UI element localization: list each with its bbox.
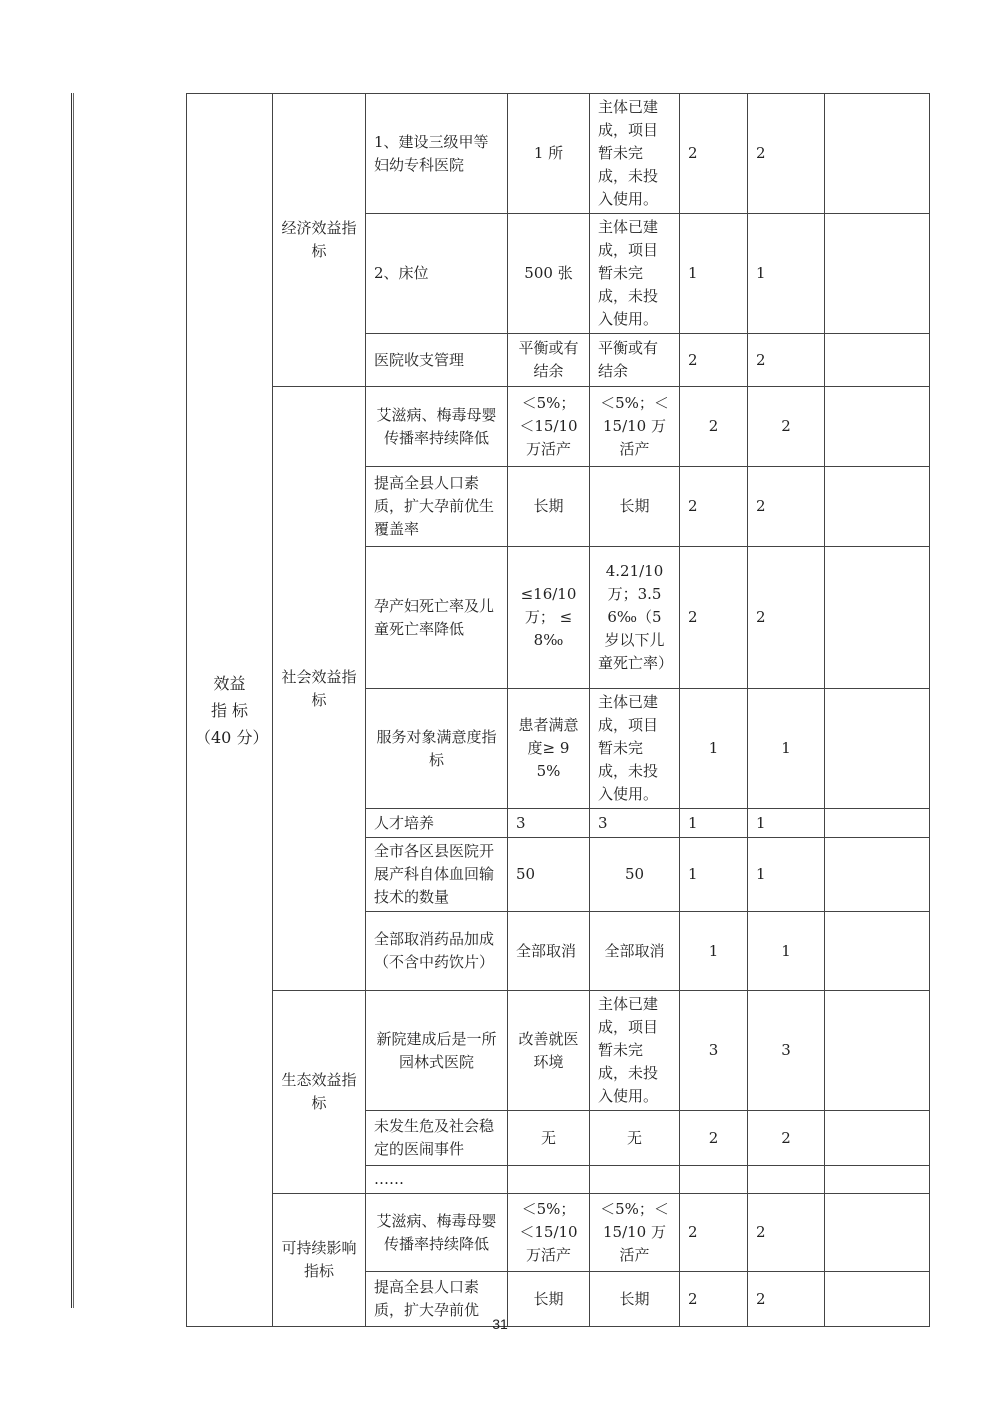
level1-indicator-cell: [187, 94, 273, 1327]
indicator-cell: 全市各区县医院开展产科自体血回输技术的数量: [366, 838, 508, 912]
score-cell: 1: [748, 214, 825, 334]
score-cell: 2: [748, 387, 825, 467]
indicator-cell: 服务对象满意度指标: [366, 689, 508, 809]
actual-value-cell: 长期: [590, 1272, 680, 1327]
actual-value-cell: 无: [590, 1111, 680, 1166]
score-cell: 2: [748, 94, 825, 214]
page-number: 31: [492, 1316, 508, 1332]
actual-value-cell: 长期: [590, 467, 680, 547]
target-value-cell: ＜5%；＜15/10 万活产: [508, 387, 590, 467]
level2-indicator-cell: 社会效益指标: [273, 387, 366, 991]
note-cell: [825, 991, 930, 1111]
indicator-cell: 1、建设三级甲等妇幼专科医院: [366, 94, 508, 214]
actual-value-cell: 主体已建成，项目暂未完成，未投入使用。: [590, 689, 680, 809]
target-value-cell: 长期: [508, 467, 590, 547]
target-value-cell: 长期: [508, 1272, 590, 1327]
indicator-cell: 医院收支管理: [366, 334, 508, 387]
weight-cell: 1: [680, 214, 748, 334]
actual-value-cell: 全部取消: [590, 912, 680, 991]
note-cell: [825, 334, 930, 387]
indicator-cell: 新院建成后是一所园林式医院: [366, 991, 508, 1111]
indicator-cell: 孕产妇死亡率及儿童死亡率降低: [366, 547, 508, 689]
note-cell: [825, 1111, 930, 1166]
actual-value-cell: [590, 1166, 680, 1194]
indicator-cell: 提高全县人口素质，扩大孕前优生覆盖率: [366, 467, 508, 547]
note-cell: [825, 94, 930, 214]
note-cell: [825, 1166, 930, 1194]
indicator-cell: 未发生危及社会稳定的医闹事件: [366, 1111, 508, 1166]
weight-cell: 2: [680, 1111, 748, 1166]
weight-cell: 1: [680, 689, 748, 809]
indicator-cell: 提高全县人口素质，扩大孕前优: [366, 1272, 508, 1327]
score-cell: 3: [748, 991, 825, 1111]
table-row: [187, 1194, 930, 1272]
target-value-cell: ＜5%；＜15/10 万活产: [508, 1194, 590, 1272]
table-row: [187, 94, 930, 214]
actual-value-cell: 3: [590, 809, 680, 838]
actual-value-cell: 主体已建成，项目暂未完成，未投入使用。: [590, 214, 680, 334]
actual-value-cell: 主体已建成，项目暂未完成，未投入使用。: [590, 94, 680, 214]
table-row: [187, 991, 930, 1111]
actual-value-cell: 主体已建成，项目暂未完成，未投入使用。: [590, 991, 680, 1111]
score-cell: 1: [748, 912, 825, 991]
target-value-cell: 改善就医环境: [508, 991, 590, 1111]
note-cell: [825, 387, 930, 467]
target-value-cell: 1 所: [508, 94, 590, 214]
indicator-cell: 艾滋病、梅毒母婴传播率持续降低: [366, 1194, 508, 1272]
weight-cell: 2: [680, 1194, 748, 1272]
weight-cell: 2: [680, 387, 748, 467]
target-value-cell: 平衡或有结余: [508, 334, 590, 387]
score-cell: 1: [748, 838, 825, 912]
level1-line: 效益: [213, 673, 246, 693]
target-value-cell: 全部取消: [508, 912, 590, 991]
target-value-cell: 无: [508, 1111, 590, 1166]
weight-cell: 2: [680, 334, 748, 387]
indicator-cell: 2、床位: [366, 214, 508, 334]
weight-cell: 2: [680, 1272, 748, 1327]
actual-value-cell: 4.21/10 万；3.56‰（5 岁以下儿童死亡率）: [590, 547, 680, 689]
target-value-cell: ≤16/10 万； ≤ 8‰: [508, 547, 590, 689]
indicator-cell: 艾滋病、梅毒母婴传播率持续降低: [366, 387, 508, 467]
weight-cell: 3: [680, 991, 748, 1111]
indicator-cell: 人才培养: [366, 809, 508, 838]
weight-cell: [680, 1166, 748, 1194]
level2-indicator-cell: 经济效益指标: [273, 94, 366, 387]
target-value-cell: 50: [508, 838, 590, 912]
score-cell: 2: [748, 1194, 825, 1272]
target-value-cell: 患者满意度≥ 95%: [508, 689, 590, 809]
score-cell: 2: [748, 547, 825, 689]
left-border-line: [71, 93, 72, 1308]
weight-cell: 2: [680, 94, 748, 214]
note-cell: [825, 689, 930, 809]
score-cell: 2: [748, 1272, 825, 1327]
note-cell: [825, 838, 930, 912]
level2-indicator-cell: 生态效益指标: [273, 991, 366, 1194]
target-value-cell: [508, 1166, 590, 1194]
target-value-cell: 500 张: [508, 214, 590, 334]
score-cell: 2: [748, 1111, 825, 1166]
weight-cell: 2: [680, 467, 748, 547]
weight-cell: 1: [680, 809, 748, 838]
weight-cell: 1: [680, 912, 748, 991]
score-cell: 1: [748, 689, 825, 809]
table-row: [187, 387, 930, 467]
actual-value-cell: 平衡或有结余: [590, 334, 680, 387]
actual-value-cell: ＜5%；＜ 15/10 万活产: [590, 387, 680, 467]
score-cell: [748, 1166, 825, 1194]
note-cell: [825, 912, 930, 991]
level1-line: 指 标: [210, 700, 249, 720]
blank-left-column: [73, 93, 186, 1308]
note-cell: [825, 547, 930, 689]
level2-indicator-cell: 可持续影响指标: [273, 1194, 366, 1327]
note-cell: [825, 214, 930, 334]
weight-cell: 2: [680, 547, 748, 689]
level1-line: （40 分）: [195, 727, 269, 747]
note-cell: [825, 809, 930, 838]
note-cell: [825, 1194, 930, 1272]
note-cell: [825, 467, 930, 547]
score-cell: 2: [748, 467, 825, 547]
performance-indicator-table: [186, 93, 930, 1327]
target-value-cell: 3: [508, 809, 590, 838]
actual-value-cell: ＜5%；＜ 15/10 万活产: [590, 1194, 680, 1272]
indicator-cell: 全部取消药品加成（不含中药饮片）: [366, 912, 508, 991]
weight-cell: 1: [680, 838, 748, 912]
score-cell: 2: [748, 334, 825, 387]
indicator-cell: ……: [366, 1166, 508, 1194]
score-cell: 1: [748, 809, 825, 838]
actual-value-cell: 50: [590, 838, 680, 912]
